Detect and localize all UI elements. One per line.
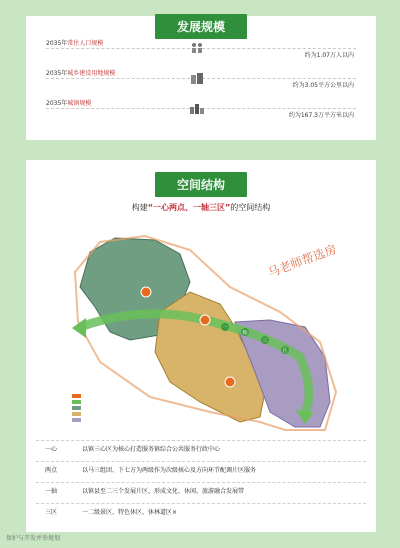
subtitle-pre: 构建	[131, 203, 148, 212]
axis-char: 区	[282, 348, 288, 354]
row-year: 2035年	[46, 40, 68, 47]
structure-title: 空间结构	[155, 172, 247, 197]
row-name: 城乡建设用地规模	[67, 70, 116, 77]
axis-char: 一	[222, 325, 228, 331]
watermark-stamp: 马老师帮选房	[265, 242, 339, 280]
legend-item	[72, 417, 81, 423]
footer-caption: 保护与开发并举规划	[6, 535, 61, 542]
desc-value: 一二级景区、特色休区、休林道区×	[82, 509, 178, 516]
scale-card	[26, 16, 376, 140]
desc-value: 以镇三心区为核心打造服务镇综合公共服务行政中心	[82, 446, 221, 453]
row-value: 约为3.05平方公里以内	[292, 82, 354, 89]
structure-subtitle	[26, 202, 376, 213]
desc-key: 一轴	[44, 488, 57, 495]
row-value: 约为167.3万平方米以内	[288, 112, 354, 119]
subtitle-post: 的空间结构	[230, 203, 271, 212]
scale-title: 发展规模	[155, 14, 247, 39]
point-node-2	[225, 377, 235, 387]
divider	[36, 482, 366, 483]
row-name: 城镇规模	[67, 100, 92, 107]
axis-arrowhead-left	[72, 318, 86, 338]
point-node-1	[200, 315, 210, 325]
desc-key: 一心	[44, 446, 57, 453]
divider	[36, 440, 366, 441]
divider	[36, 503, 366, 504]
row-year: 2035年	[46, 70, 68, 77]
population-icon	[190, 42, 204, 54]
desc-value: 以马三组团、下七方为两级作为次级核心及方向环节配调片区服务	[82, 467, 257, 474]
row-land	[26, 68, 376, 96]
axis-char: 轴	[242, 330, 248, 336]
row-value: 约为1.07万人以内	[304, 52, 354, 59]
row-year: 2035年	[46, 100, 68, 107]
row-city	[26, 98, 376, 126]
row-name: 常住人口规模	[67, 40, 104, 47]
structure-card	[26, 160, 376, 532]
desc-key: 两点	[44, 467, 57, 474]
axis-char: 三	[262, 338, 268, 344]
desc-value: 以镇县至二三个发展片区，形成文化、休闲、旅游融合发展带	[82, 488, 245, 495]
subtitle-highlight: “一心两点、一轴三区”	[147, 203, 231, 212]
desc-key: 三区	[44, 509, 57, 516]
row-population	[26, 38, 376, 66]
divider	[36, 461, 366, 462]
building-icon	[190, 72, 204, 84]
city-icon	[190, 102, 204, 114]
center-node	[141, 287, 151, 297]
map-legend	[72, 393, 81, 423]
